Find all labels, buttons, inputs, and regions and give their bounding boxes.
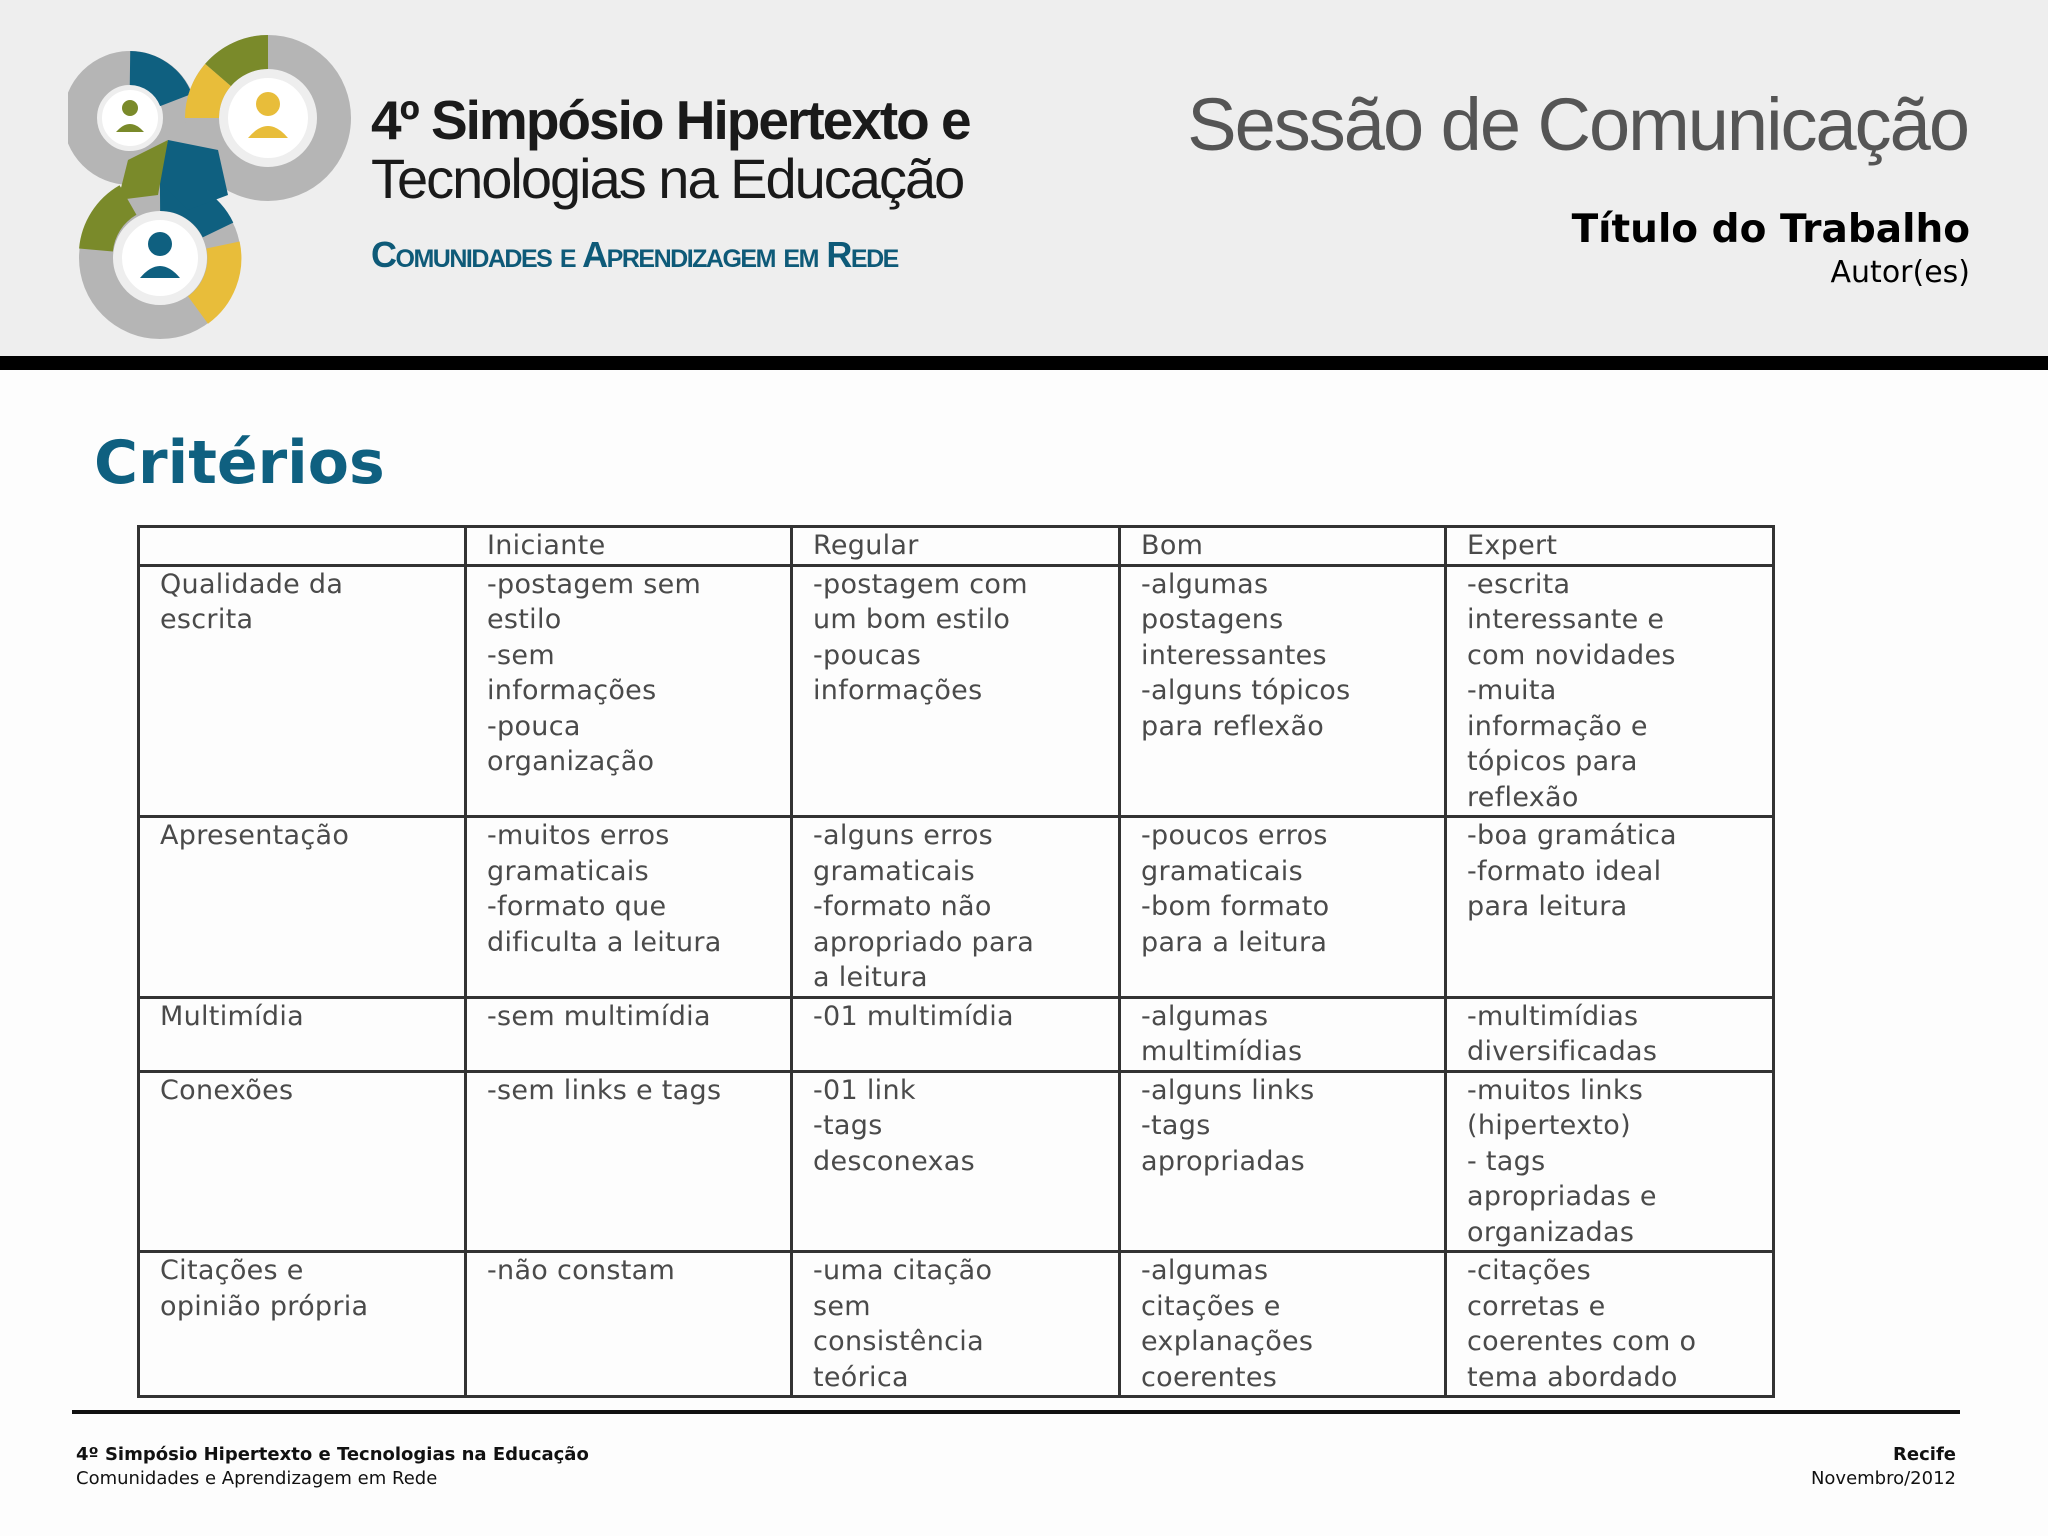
criterion-label: Qualidade da escrita — [139, 565, 466, 817]
criterion-label: Conexões — [139, 1071, 466, 1252]
criterion-cell: -escrita interessante e com novidades -muita informação e tópicos para reflexão — [1446, 565, 1774, 817]
criterion-cell: -algumas postagens interessantes -alguns tópicos para reflexão — [1120, 565, 1446, 817]
table-row — [139, 817, 1774, 998]
criterion-label: Citações e opinião própria — [139, 1252, 466, 1397]
authors: Autor(es) — [1830, 255, 1970, 290]
header-banner — [0, 0, 2048, 356]
table-row — [139, 1071, 1774, 1252]
criterion-cell: -multimídias diversificadas — [1446, 997, 1774, 1071]
footer-event-theme: Comunidades e Aprendizagem em Rede — [76, 1468, 438, 1489]
criterion-cell: -alguns erros gramaticais -formato não apropriado para a leitura — [792, 817, 1120, 998]
work-title: Título do Trabalho — [1571, 207, 1970, 252]
criterion-cell: -algumas citações e explanações coerentes — [1120, 1252, 1446, 1397]
footer-date: Novembro/2012 — [1810, 1468, 1956, 1489]
column-header — [139, 527, 466, 566]
criterion-cell: -boa gramática -formato ideal para leitura — [1446, 817, 1774, 998]
column-header: Expert — [1446, 527, 1774, 566]
header-divider — [0, 356, 2048, 370]
criterion-cell: -uma citação sem consistência teórica — [792, 1252, 1120, 1397]
logo-title-line1: 4º Simpósio Hipertexto e — [371, 89, 970, 151]
table-header-row — [139, 527, 1774, 566]
page-title: Critérios — [94, 428, 385, 498]
criterion-cell: -01 multimídia — [792, 997, 1120, 1071]
criterion-cell: -postagem com um bom estilo -poucas informações — [792, 565, 1120, 817]
criterion-cell: -muitos links (hipertexto) - tags apropriadas e organizadas — [1446, 1071, 1774, 1252]
criterion-cell: -citações corretas e coerentes com o tema abordado — [1446, 1252, 1774, 1397]
criterion-label: Apresentação — [139, 817, 466, 998]
symposium-logo-icon — [68, 30, 368, 340]
criterion-cell: -postagem sem estilo -sem informações -pouca organização — [466, 565, 792, 817]
logo-title-line2: Tecnologias na Educação — [371, 147, 964, 210]
footer-location: Recife — [1893, 1444, 1956, 1465]
criterion-cell: -01 link -tags desconexas — [792, 1071, 1120, 1252]
criterion-label: Multimídia — [139, 997, 466, 1071]
criterion-cell: -muitos erros gramaticais -formato que dificulta a leitura — [466, 817, 792, 998]
criterion-cell: -sem multimídia — [466, 997, 792, 1071]
column-header: Bom — [1120, 527, 1446, 566]
footer-divider — [72, 1410, 1960, 1414]
table-row — [139, 565, 1774, 817]
session-title: Sessão de Comunicação — [1187, 83, 1968, 166]
logo-subtitle: Comunidades e Aprendizagem em Rede — [371, 234, 898, 275]
table-row — [139, 997, 1774, 1071]
footer-event-name: 4º Simpósio Hipertexto e Tecnologias na Educação — [76, 1444, 589, 1465]
criterion-cell: -sem links e tags — [466, 1071, 792, 1252]
criterion-cell: -não constam — [466, 1252, 792, 1397]
criterion-cell: -algumas multimídias — [1120, 997, 1446, 1071]
column-header: Regular — [792, 527, 1120, 566]
column-header: Iniciante — [466, 527, 792, 566]
criteria-table — [137, 525, 1775, 1398]
criterion-cell: -poucos erros gramaticais -bom formato para a leitura — [1120, 817, 1446, 998]
criterion-cell: -alguns links -tags apropriadas — [1120, 1071, 1446, 1252]
table-row — [139, 1252, 1774, 1397]
